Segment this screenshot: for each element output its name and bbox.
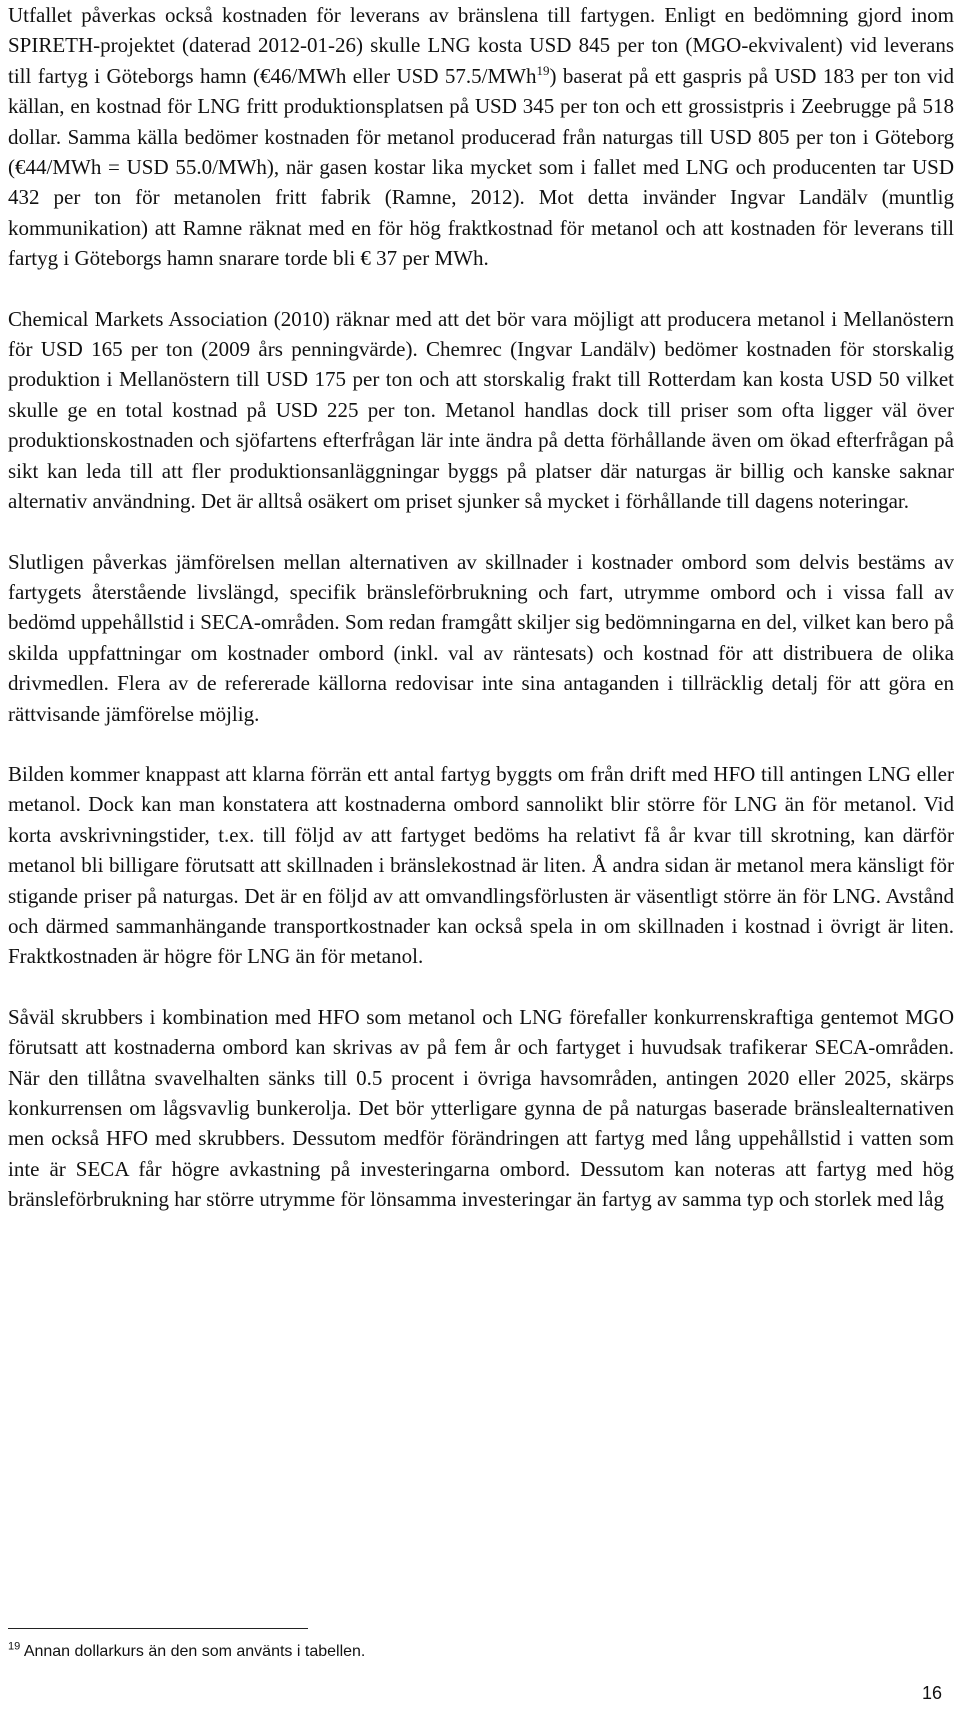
paragraph-text: Utfallet påverkas också kostnaden för leverans av bränslena till fartygen. Enligt en bedömning gjord inom SPIRETH-projektet (daterad 2012-01-26) skulle LNG kosta USD 845 per ton (MGO-ekvivalent) vid leverans till fartyg i Göteborgs hamn (€46/MWh eller USD 57.5/MWh — [8, 3, 954, 88]
footnote-separator — [8, 1628, 308, 1629]
paragraph-competitiveness: Såväl skrubbers i kombination med HFO som metanol och LNG förefaller konkurrenskraftiga gentemot MGO förutsatt att kostnaderna ombord kan skrivas av på fem år och fartyget i huvudsak trafikerar SECA-områden. När den tillåtna svavelhalten sänks till 0.5 procent i övriga havsområden, antingen 2020 eller 2025, skärps konkurrensen om lågsvavlig bunkerolja. Det bör ytterligare gynna de på naturgas baserade bränslealternativen men också HFO med skrubbers. Dessutom medför förändringen att fartyg med lång uppehållstid i vatten som inte är SECA får högre avkastning på investeringarna ombord. Dessutom kan noteras att fartyg med hög bränsleförbrukning har större utrymme för lönsamma investeringar än fartyg av samma typ och storlek med låg — [8, 1004, 954, 1212]
paragraph-methanol-production-costs: Chemical Markets Association (2010) räknar med att det bör vara möjligt att producera metanol i Mellanöstern för USD 165 per ton (2009 års penningvärde). Chemrec (Ingvar Landälv) bedömer kostnaden för storskalig produktion i Mellanöstern till USD 175 per ton och att storskalig frakt till Rotterdam kan kosta USD 50 vilket skulle ge en total kostnad på USD 225 per ton. Metanol handlas dock till priser som ofta ligger väl över produktionskostnaden och sjöfartens efterfrågan lär inte ändra på detta förhållande även om ökad efterfrågan på sikt kan leda till att fler produktionsanläggningar byggs på platser där naturgas är billig och kanske saknar alternativ användning. Det är alltså osäkert om priset sjunker så mycket i förhållande till dagens noteringar. — [8, 306, 954, 514]
footnote-reference[interactable]: 19 — [536, 62, 550, 78]
paragraph-onboard-costs: Slutligen påverkas jämförelsen mellan alternativen av skillnader i kostnader ombord som delvis bestäms av fartygets återstående livslängd, specifik bränsleförbrukning och fart, utrymme ombord och i vissa fall av bedömd uppehållstid i SECA-områden. Som redan framgått skiljer sig bedömningarna en del, vilket kan bero på skilda uppfattningar om kostnader ombord (inkl. val av räntesats) och kostnad för att distribuera de olika drivmedlen. Flera av de refererade källorna redovisar inte sina antaganden i tillräcklig detalj för att göra en rättvisande jämförelse möjlig. — [8, 549, 954, 726]
page-number: 16 — [921, 1683, 942, 1703]
paragraph-conversion-outlook: Bilden kommer knappast att klarna förrän ett antal fartyg byggts om från drift med HFO till antingen LNG eller metanol. Dock kan man konstatera att kostnaderna ombord sannolikt blir större för LNG än för metanol. Vid korta avskrivningstider, t.ex. till följd av att fartyget bedöms ha relativt få år kvar till skrotning, kan därför metanol bli billigare förutsatt att skillnaden i bränslekostnad är liten. Å andra sidan är metanol mera känsligt för stigande priser på naturgas. Det är en följd av att omvandlingsförlusten är väsentligt större än för LNG. Avstånd och därmed sammanhängande transportkostnader kan också spela in om skillnaden i kostnad i övrigt är liten. Fraktkostnaden är högre för LNG än för metanol. — [8, 761, 954, 969]
paragraph-fuel-delivery-costs — [8, 0, 954, 274]
document-page — [8, 0, 954, 1731]
footnote-text: Annan dollarkurs än den som använts i tabellen. — [23, 1643, 366, 1660]
paragraph-text-continued: ) baserat på ett gaspris på USD 183 per ton vid källan, en kostnad för LNG fritt produktionsplatsen på USD 345 per ton och ett grossistpris i Zeebrugge på 518 dollar. Samma källa bedömer kostnaden för metanol producerad från naturgas till USD 805 per ton i Göteborg (€44/MWh = USD 55.0/MWh), när gasen kostar lika mycket som i fallet med LNG och producenten tar USD 432 per ton för metanolen fritt fabrik (Ramne, 2012). Mot detta invänder Ingvar Landälv (muntlig kommunikation) att Ramne räknat med en för hög fraktkostnad för metanol och att kostnaden för leverans till fartyg i Göteborgs hamn snarare torde bli € 37 per MWh. — [8, 63, 955, 271]
footnote-marker: 19 — [8, 1640, 21, 1653]
footnote — [8, 1638, 365, 1666]
